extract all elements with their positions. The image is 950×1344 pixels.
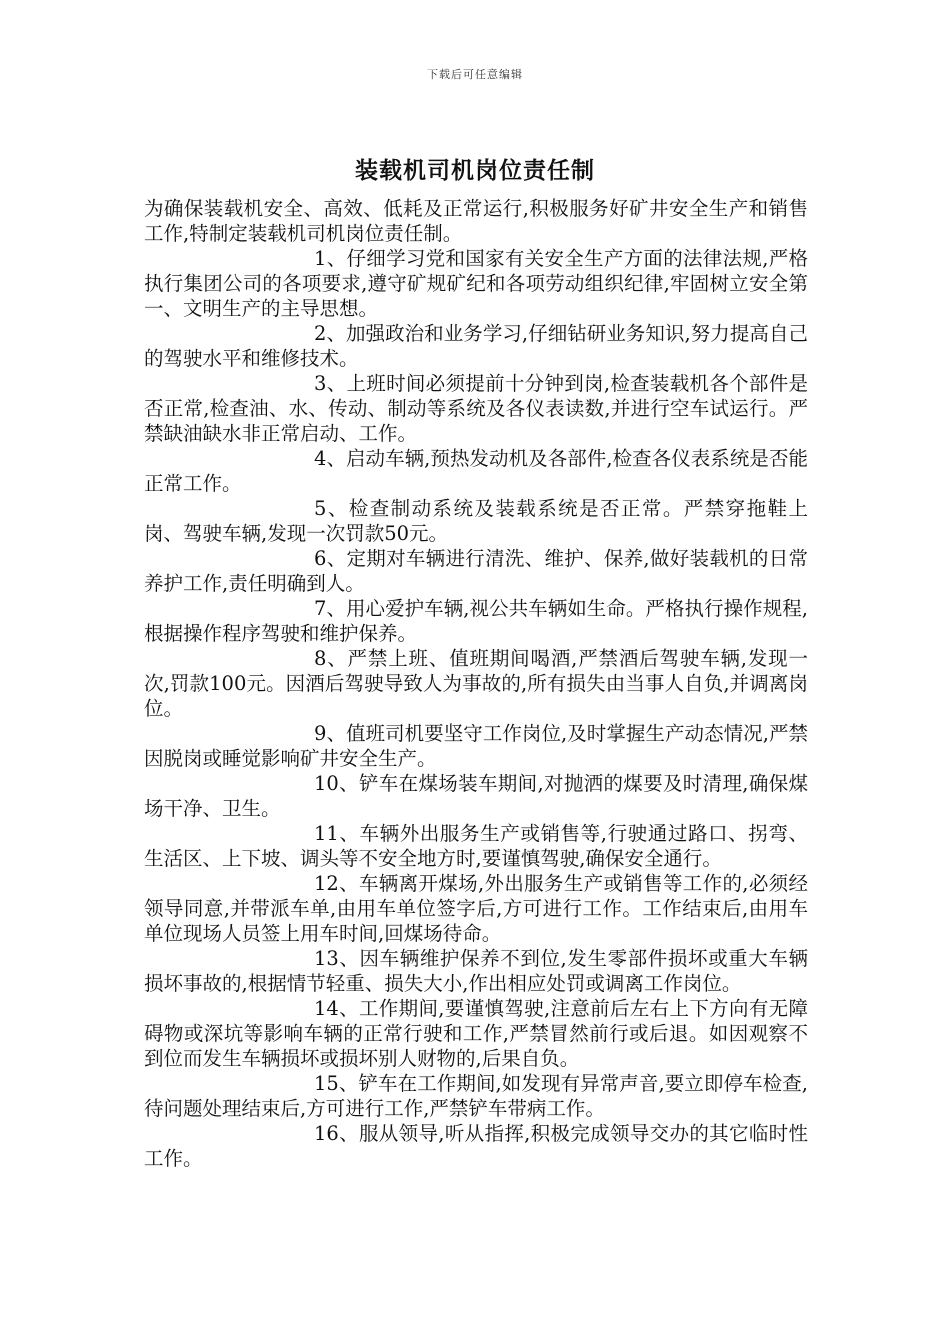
list-item: 5、检查制动系统及装载系统是否正常。严禁穿拖鞋上岗、驾驶车辆,发现一次罚款50元。 [144, 497, 808, 545]
list-item: 13、因车辆维护保养不到位,发生零部件损坏或重大车辆损坏事故的,根据情节轻重、损失大小,作出相应处罚或调离工作岗位。 [144, 947, 808, 995]
list-item: 9、值班司机要坚守工作岗位,及时掌握生产动态情况,严禁因脱岗或睡觉影响矿井安全生产。 [144, 722, 808, 770]
document-title: 装载机司机岗位责任制 [355, 158, 595, 184]
list-item: 14、工作期间,要谨慎驾驶,注意前后左右上下方向有无障碍物或深坑等影响车辆的正常行驶和工作,严禁冒然前行或后退。如因观察不到位而发生车辆损坏或损坏别人财物的,后果自负。 [144, 997, 808, 1070]
header-note: 下载后可任意编辑 [427, 68, 523, 81]
list-item: 8、严禁上班、值班期间喝酒,严禁酒后驾驶车辆,发现一次,罚款100元。因酒后驾驶导致人为事故的,所有损失由当事人自负,并调离岗位。 [144, 647, 808, 720]
list-item: 1、仔细学习党和国家有关安全生产方面的法律法规,严格执行集团公司的各项要求,遵守矿规矿纪和各项劳动组织纪律,牢固树立安全第一、文明生产的主导思想。 [144, 247, 808, 320]
list-item: 4、启动车辆,预热发动机及各部件,检查各仪表系统是否能正常工作。 [144, 447, 808, 495]
list-item: 10、铲车在煤场装车期间,对抛洒的煤要及时清理,确保煤场干净、卫生。 [144, 772, 808, 820]
intro-paragraph: 为确保装载机安全、高效、低耗及正常运行,积极服务好矿井安全生产和销售工作,特制定装载机司机岗位责任制。 [144, 197, 808, 245]
list-item: 2、加强政治和业务学习,仔细钻研业务知识,努力提高自己的驾驶水平和维修技术。 [144, 322, 808, 370]
list-item: 6、定期对车辆进行清洗、维护、保养,做好装载机的日常养护工作,责任明确到人。 [144, 547, 808, 595]
list-item: 15、铲车在工作期间,如发现有异常声音,要立即停车检查,待问题处理结束后,方可进行工作,严禁铲车带病工作。 [144, 1072, 808, 1120]
document-body [144, 196, 808, 1171]
list-item: 7、用心爱护车辆,视公共车辆如生命。严格执行操作规程,根据操作程序驾驶和维护保养。 [144, 597, 808, 645]
list-item: 3、上班时间必须提前十分钟到岗,检查装载机各个部件是否正常,检查油、水、传动、制动等系统及各仪表读数,并进行空车试运行。严禁缺油缺水非正常启动、工作。 [144, 372, 808, 445]
list-item: 12、车辆离开煤场,外出服务生产或销售等工作的,必须经领导同意,并带派车单,由用车单位签字后,方可进行工作。工作结束后,由用车单位现场人员签上用车时间,回煤场待命。 [144, 872, 808, 945]
list-item: 16、服从领导,听从指挥,积极完成领导交办的其它临时性工作。 [144, 1122, 808, 1170]
list-item: 11、车辆外出服务生产或销售等,行驶通过路口、拐弯、生活区、上下坡、调头等不安全地方时,要谨慎驾驶,确保安全通行。 [144, 822, 808, 870]
